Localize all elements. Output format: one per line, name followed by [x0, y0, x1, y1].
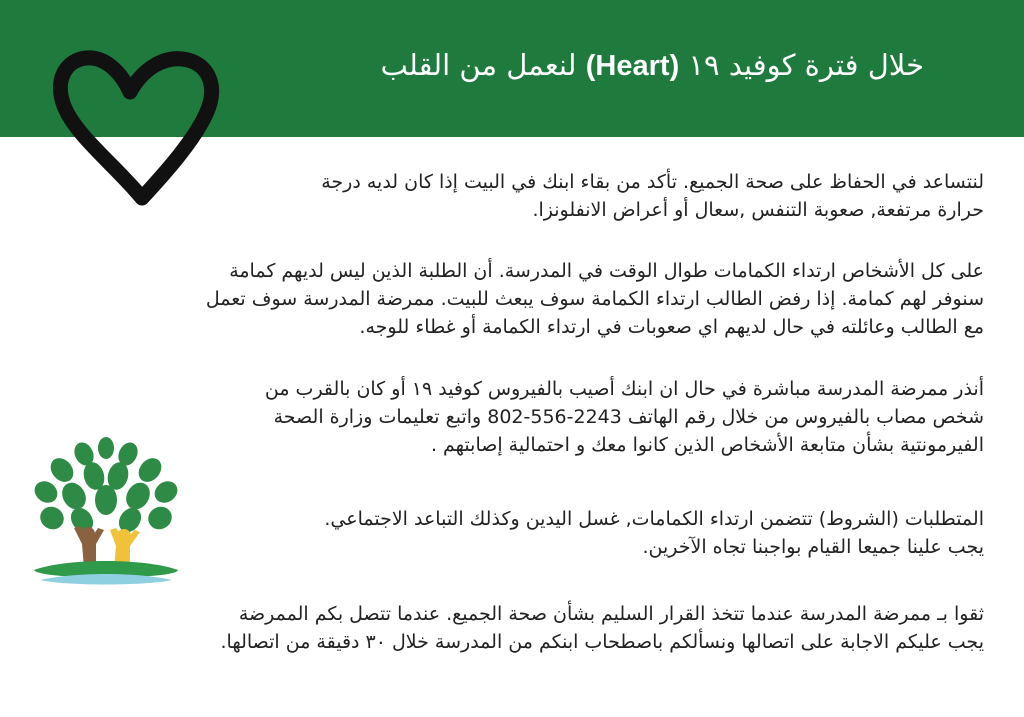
tree-logo-icon	[26, 430, 186, 592]
heart-icon	[46, 48, 224, 206]
paragraph-line: سنوفر لهم كمامة. إذا رفض الطالب ارتداء الكمامة سوف يبعث للبيت. ممرضة المدرسة سوف تعمل	[205, 288, 984, 310]
paragraph-line: ثقوا بـ ممرضة المدرسة عندما تتخذ القرار السليم بشأن صحة الجميع. عندما تتصل بكم الممرضة	[238, 603, 984, 625]
heart-outline	[60, 58, 211, 198]
paragraph-line: شخص مصاب بالفيروس من خلال رقم الهاتف 2243-556-802 واتبع تعليمات وزارة الصحة	[273, 406, 984, 428]
paragraph-masks	[206, 257, 984, 341]
paragraph-line: أنذر ممرضة المدرسة مباشرة في حال ان ابنك أصيب بالفيروس كوفيد ١٩ أو كان بالقرب من	[264, 378, 984, 400]
paragraph-trust-nurse	[220, 600, 984, 656]
paragraph-line: يجب عليكم الاجابة على اتصالها ونسألكم باصطحاب ابنكم من المدرسة خلال ٣٠ دقيقة من اتصالها.	[220, 631, 984, 653]
paragraph-notify-nurse	[265, 375, 984, 459]
paragraph-requirements	[324, 505, 984, 561]
page-title	[381, 48, 924, 83]
title-arabic-part-1: خلال فترة كوفيد ١٩	[688, 48, 924, 82]
paragraph-line: مع الطالب وعائلته في حال لديهم اي صعوبات في ارتداء الكمامة أو غطاء للوجه.	[359, 316, 984, 338]
paragraph-line: الفيرمونتية بشأن متابعة الأشخاص الذين كانوا معك و احتمالية إصابتهم .	[430, 434, 984, 456]
paragraph-line: حرارة مرتفعة, صعوبة التنفس ,سعال أو أعراض الانفلونزا.	[532, 199, 984, 221]
paragraph-stay-home	[321, 168, 984, 224]
paragraph-line: يجب علينا جميعا القيام بواجبنا تجاه الآخرين.	[642, 536, 984, 558]
paragraph-line: المتطلبات (الشروط) تتضمن ارتداء الكمامات, غسل اليدين وكذلك التباعد الاجتماعي.	[324, 508, 984, 530]
title-latin-part: (Heart)	[585, 50, 680, 82]
tree-leaves	[30, 437, 181, 536]
title-arabic-part-2: لنعمل من القلب	[380, 48, 577, 82]
paragraph-line: لنتساعد في الحفاظ على صحة الجميع. تأكد من بقاء ابنك في البيت إذا كان لديه درجة	[321, 171, 984, 193]
paragraph-line: على كل الأشخاص ارتداء الكمامات طوال الوقت في المدرسة. أن الطلبة الذين ليس لديهم كمامة	[229, 260, 984, 282]
